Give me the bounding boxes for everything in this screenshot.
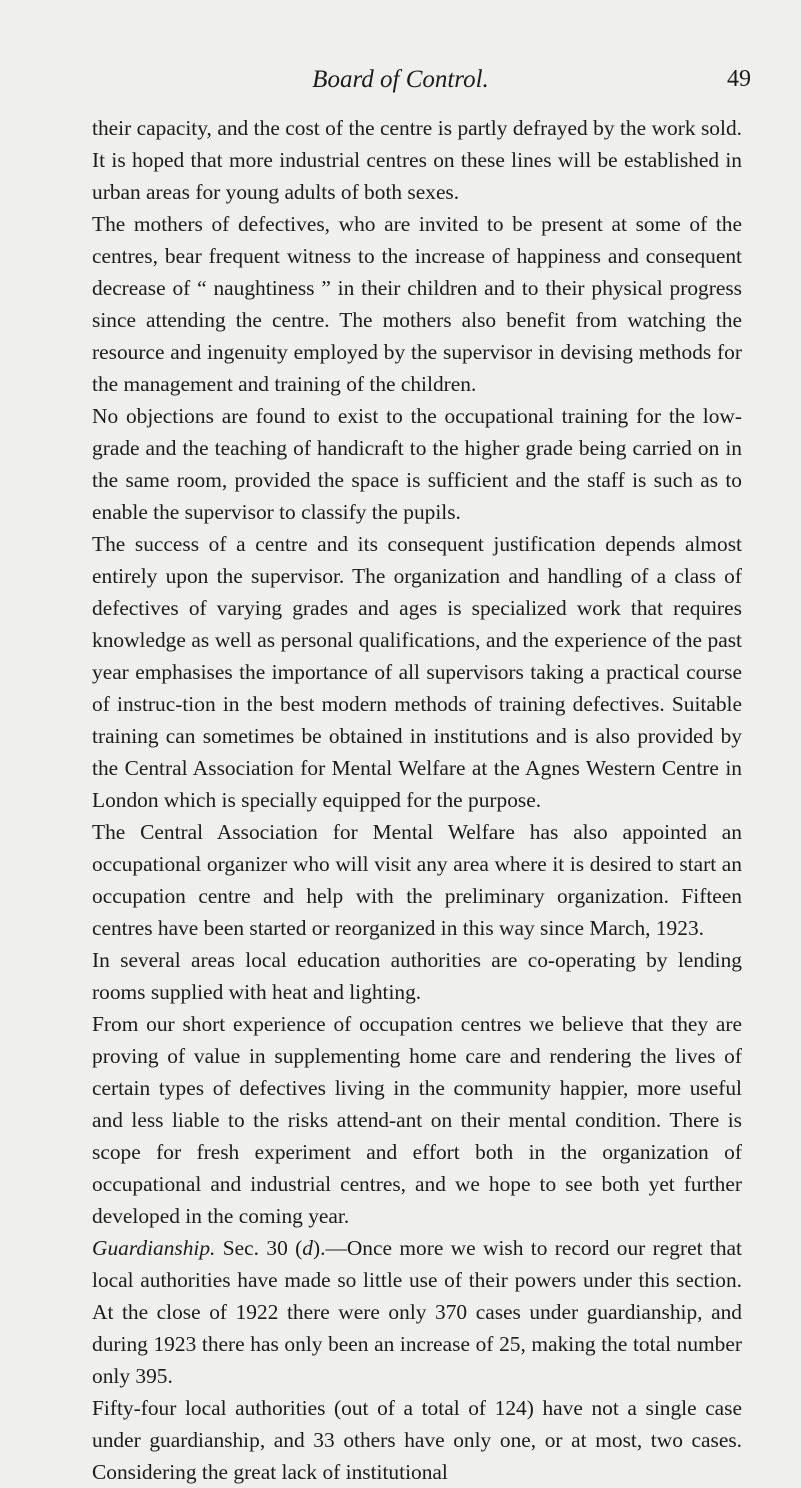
page-number: 49: [727, 66, 751, 92]
section-letter: d: [302, 1236, 313, 1260]
body-text: [92, 112, 742, 1488]
guardianship-heading: Guardianship.: [92, 1236, 216, 1260]
section-prefix: Sec. 30 (: [215, 1236, 303, 1260]
running-title: Board of Control.: [312, 66, 489, 93]
paragraph-occupational-organizer: The Central Association for Mental Welfare has also appointed an occupational organizer who will visit any area where it is desired to start an occupation centre and help with the preliminary organization. Fifteen centres have been started or reorganized in this way since March, 1923.: [92, 820, 742, 940]
paragraph-guardianship: [92, 1232, 742, 1392]
paragraph-experience: From our short experience of occupation centres we believe that they are proving of value in supplementing home care and rendering the lives of certain types of defectives living in the community happier, more useful and less liable to the risks attend-ant on their mental condition. There is scope for fresh experiment and effort both in the organization of occupational and industrial centres, and we hope to see both yet further developed in the coming year.: [92, 1012, 742, 1228]
paragraph-objections: No objections are found to exist to the occupational training for the low-grade and the teaching of handicraft to the higher grade being carried on in the same room, provided the space is sufficient and the staff is such as to enable the supervisor to classify the pupils.: [92, 404, 742, 524]
page-header: [0, 66, 801, 100]
paragraph-local-authorities: Fifty-four local authorities (out of a total of 124) have not a single case under guardianship, and 33 others have only one, or at most, two cases. Considering the great lack of institutional: [92, 1396, 742, 1484]
paragraph-supervisor: The success of a centre and its consequent justification depends almost entirely upon the supervisor. The organization and handling of a class of defectives of varying grades and ages is specialized work that requires knowledge as well as personal qualifications, and the experience of the past year emphasises the importance of all supervisors taking a practical course of instruc-tion in the best modern methods of training defectives. Suitable training can sometimes be obtained in institutions and is also provided by the Central Association for Mental Welfare at the Agnes Western Centre in London which is specially equipped for the purpose.: [92, 532, 742, 812]
paragraph-capacity-continuation: their capacity, and the cost of the centre is partly defrayed by the work sold. It is hoped that more industrial centres on these lines will be established in urban areas for young adults of both sexes.: [92, 116, 742, 204]
guardianship-text: —Once more we wish to record our regret that local authorities have made so little use of their powers under this section. At the close of 1922 there were only 370 cases under guardianship, and during 1923 there has only been an increase of 25, making the total number only 395.: [92, 1236, 742, 1388]
paragraph-mothers: The mothers of defectives, who are invited to be present at some of the centres, bear frequent witness to the increase of happiness and consequent decrease of “ naughtiness ” in their children and to their physical progress since attending the centre. The mothers also benefit from watching the resource and ingenuity employed by the supervisor in devising methods for the management and training of the children.: [92, 212, 742, 396]
section-suffix: ).: [312, 1236, 326, 1260]
paragraph-education-authorities: In several areas local education authorities are co-operating by lending rooms supplied with heat and lighting.: [92, 948, 742, 1004]
